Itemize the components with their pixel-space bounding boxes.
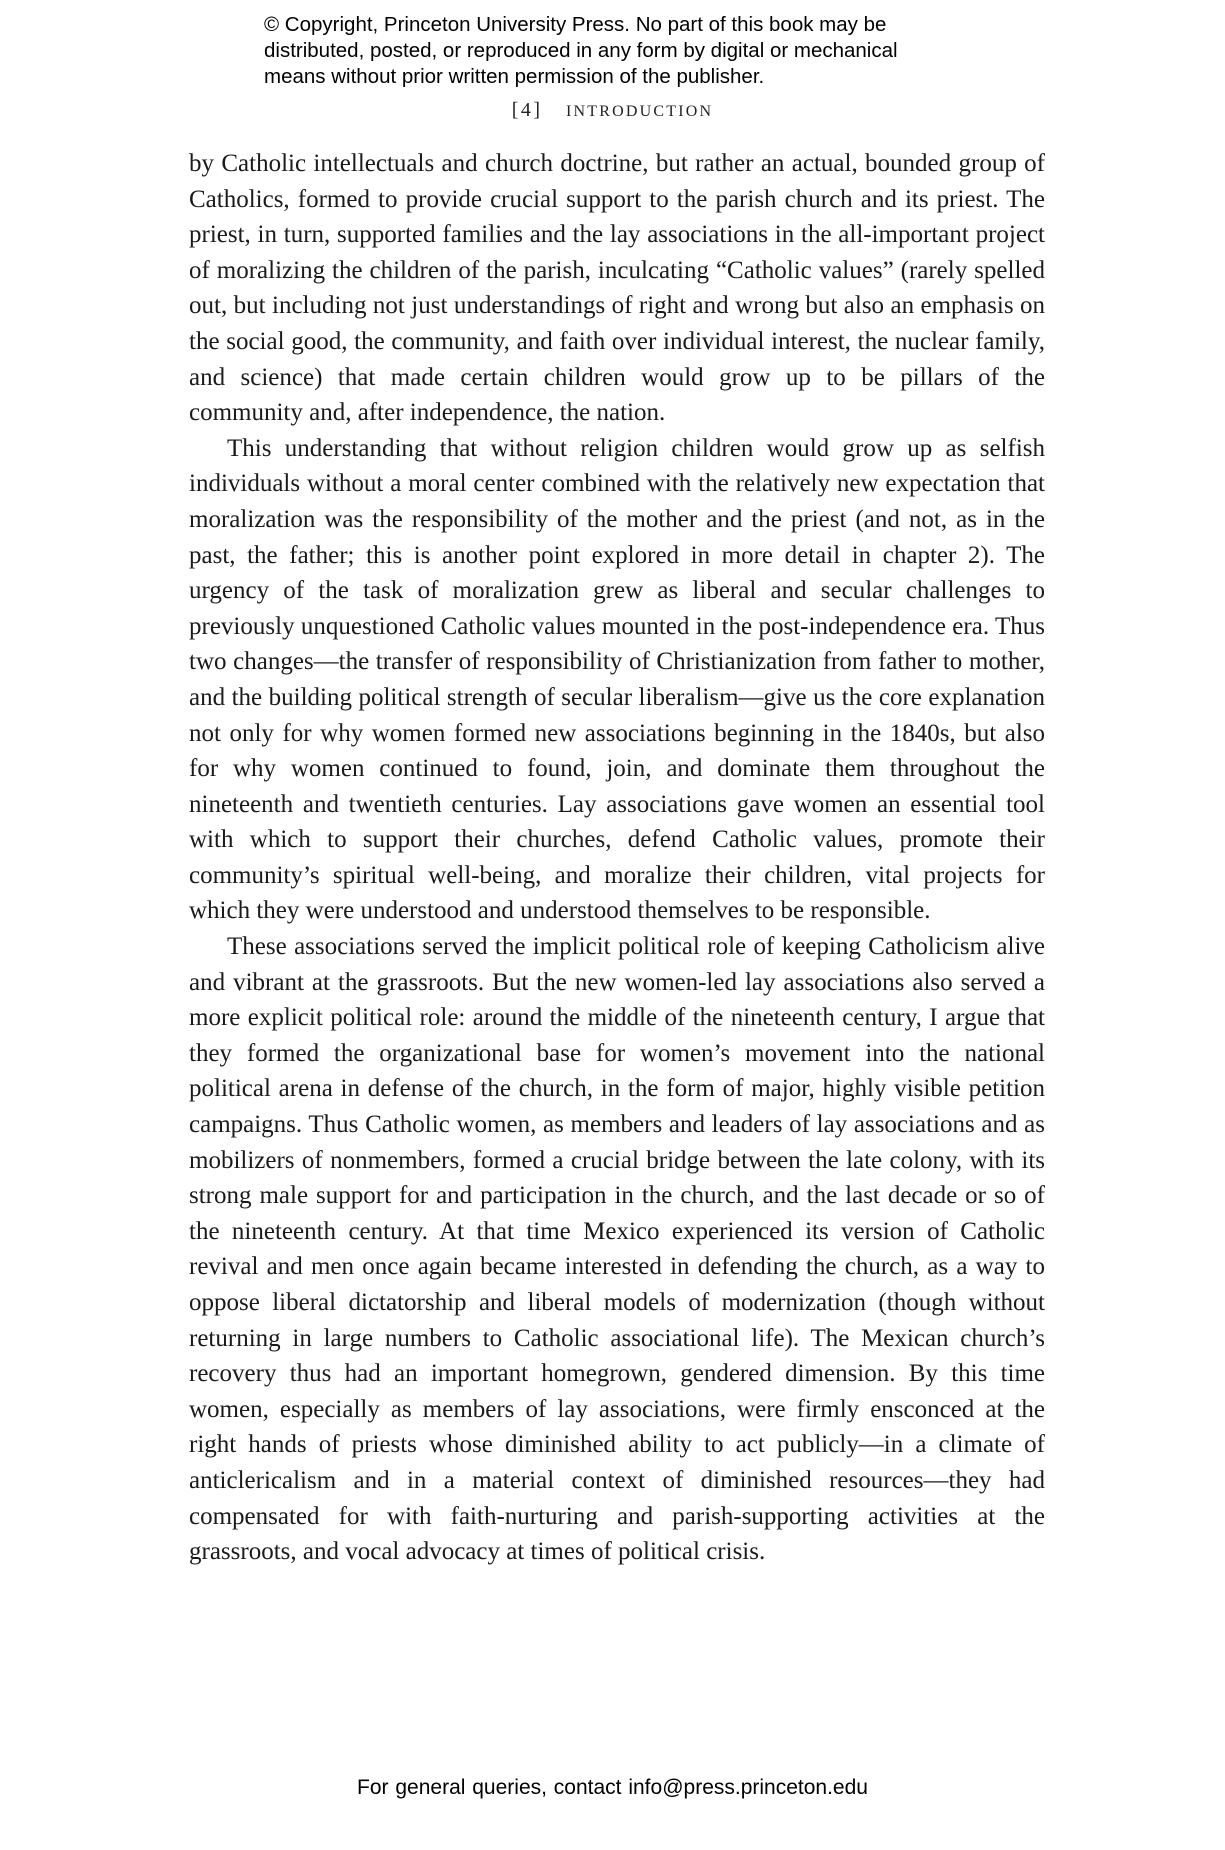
paragraph: These associations served the implicit political role of keeping Catholicism alive and vibrant at the grassroots. But the new women-led lay associations also served a more explicit political role: around the middle of the nineteenth century, I argue that they formed the organizational base for women’s movement into the national political arena in defense of the church, in the form of major, highly visible petition campaigns. Thus Catholic women, as members and leaders of lay associations and as mobilizers of nonmembers, formed a crucial bridge between the late colony, with its strong male support for and participation in the church, and the last decade or so of the nineteenth century. At that time Mexico experienced its version of Catholic revival and men once again became interested in defending the church, as a way to oppose liberal dictatorship and liberal models of modernization (though without returning in large numbers to Catholic associational life). The Mexican church’s recovery thus had an important homegrown, gendered dimension. By this time women, especially as members of lay associations, were firmly ensconced at the right hands of priests whose diminished ability to act publicly—in a climate of anticlericalism and in a material context of diminished resources—they had compensated for with faith-nurturing and parish-supporting activities at the grassroots, and vocal advocacy at times of political crisis. — [189, 933, 1045, 1566]
copyright-line: distributed, posted, or reproduced in any form by digital or mechanical — [264, 39, 898, 62]
copyright-line: © Copyright, Princeton University Press. No part of this book may be — [264, 13, 887, 36]
running-head — [0, 96, 1225, 122]
paragraph: This understanding that without religion children would grow up as selfish individuals without a moral center combined with the relatively new expectation that moralization was the responsibility of the mother and the priest (and not, as in the past, the father; this is another point explored in more detail in chapter 2). The urgency of the task of moralization grew as liberal and secular challenges to previously unquestioned Catholic values mounted in the post-independence era. Thus two changes—the transfer of responsibility of Christianization from father to mother, and the building political strength of secular liberalism—give us the core explanation not only for why women formed new associations beginning in the 1840s, but also for why women continued to found, join, and dominate them throughout the nineteenth and twentieth centuries. Lay associations gave women an essential tool with which to support their churches, defend Catholic values, promote their community’s spiritual well-being, and moralize their children, vital projects for which they were understood and understood themselves to be responsible. — [189, 434, 1045, 925]
body-text — [189, 146, 1045, 1570]
paragraph: by Catholic intellectuals and church doctrine, but rather an actual, bounded group of Catholics, formed to provide crucial support to the parish church and its priest. The priest, in turn, supported families and the lay associations in the all-important project of moralizing the children of the parish, inculcating “Catholic values” (rarely spelled out, but including not just understandings of right and wrong but also an emphasis on the social good, the community, and faith over individual interest, the nuclear family, and science) that made certain children would grow up to be pillars of the community and, after independence, the nation. — [189, 150, 1045, 427]
page-number: [4] — [511, 99, 543, 121]
copyright-line: means without prior written permission of the publisher. — [264, 65, 765, 88]
copyright-notice — [264, 12, 984, 90]
chapter-title: introduction — [566, 96, 714, 121]
contact-footer: For general queries, contact info@press.princeton.edu — [357, 1776, 868, 1799]
